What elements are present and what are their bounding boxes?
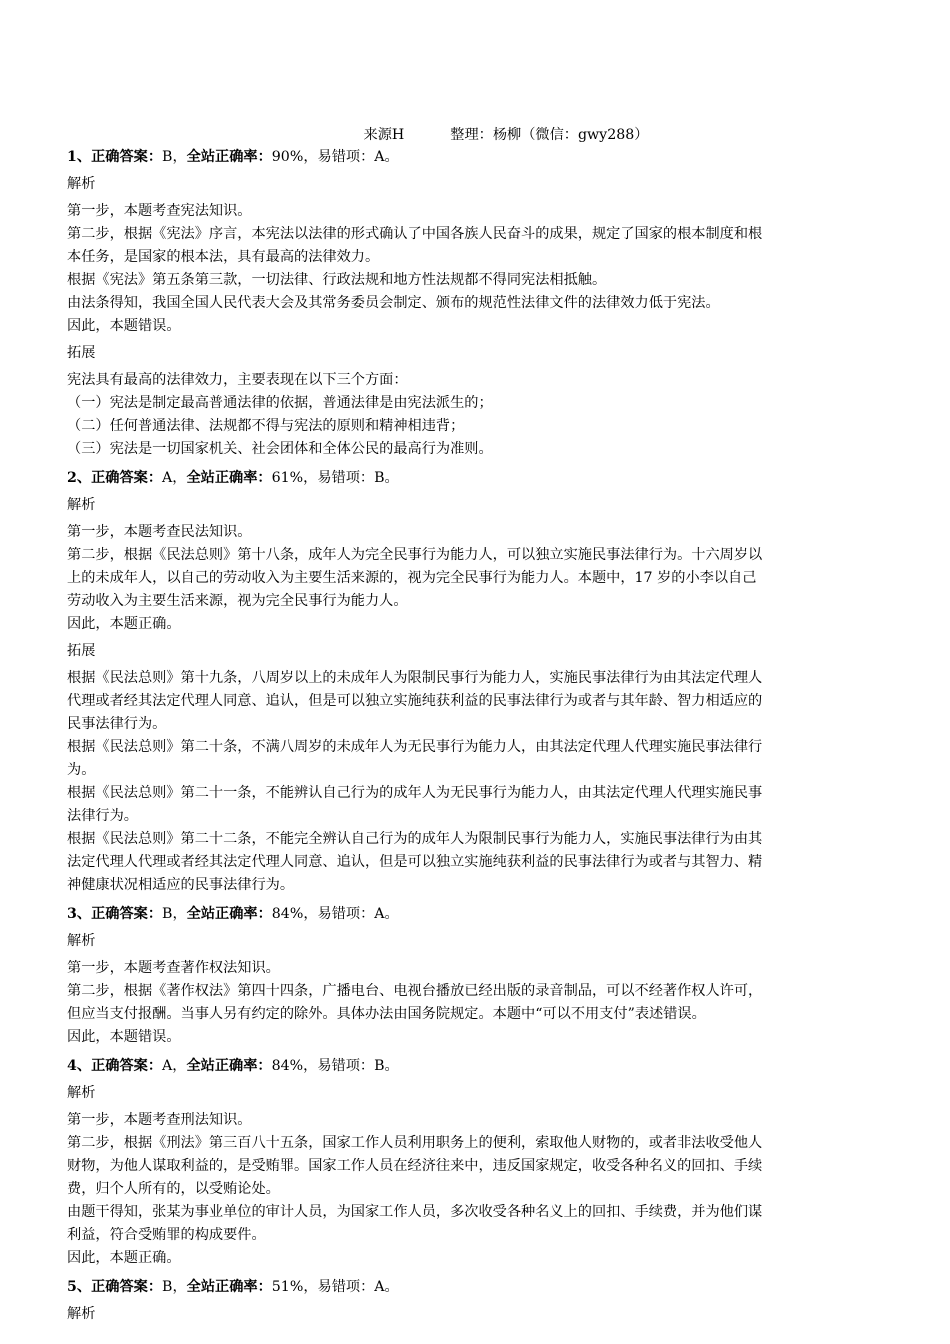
wrong-label: 易错项： [317, 906, 375, 922]
question-number: 2、 [67, 470, 92, 486]
extension-line: （三）宪法是一切国家机关、社会团体和全体公民的最高行为准则。 [67, 441, 493, 457]
answer-value: B， [162, 1279, 187, 1295]
answer-label: 正确答案： [91, 906, 163, 922]
analysis-line: 费，归个人所有的，以受贿论处。 [67, 1181, 280, 1197]
wrong-value: A。 [374, 906, 399, 922]
rate-value: 51%， [271, 1279, 318, 1295]
analysis-line: 因此，本题正确。 [67, 1250, 181, 1266]
wrong-label: 易错项： [317, 470, 375, 486]
wrong-value: B。 [374, 1058, 399, 1074]
rate-value: 84%， [271, 1058, 318, 1074]
analysis-line: 第一步，本题考查刑法知识。 [67, 1112, 252, 1128]
answer-value: A， [162, 1058, 187, 1074]
question-block [67, 1276, 885, 1326]
answer-label: 正确答案： [91, 470, 163, 486]
answer-value: B， [162, 149, 187, 165]
analysis-line: 第一步，本题考查民法知识。 [67, 524, 252, 540]
rate-label: 全站正确率： [186, 1279, 272, 1295]
question-header [67, 1055, 885, 1078]
extension-line: 法定代理人代理或者经其法定代理人同意、追认，但是可以独立实施纯获利益的民事法律行为或者与其智力、精 [67, 854, 763, 870]
answer-value: B， [162, 906, 187, 922]
analysis-line: 第二步，根据《民法总则》第十八条，成年人为完全民事行为能力人，可以独立实施民事法律行为。十六周岁以 [67, 547, 763, 563]
analysis-line: 由法条得知，我国全国人民代表大会及其常务委员会制定、颁布的规范性法律文件的法律效力低于宪法。 [67, 295, 720, 311]
analysis-line: 第一步，本题考查著作权法知识。 [67, 960, 280, 976]
extension-line: 宪法具有最高的法律效力，主要表现在以下三个方面： [67, 372, 408, 388]
analysis-line: 但应当支付报酬。当事人另有约定的除外。具体办法由国务院规定。本题中“可以不用支付”表述错误。 [67, 1006, 706, 1022]
extension-line: 根据《民法总则》第二十二条，不能完全辨认自己行为的成年人为限制民事行为能力人，实施民事法律行为由其 [67, 831, 763, 847]
analysis-line: 上的未成年人，以自己的劳动收入为主要生活来源的，视为完全民事行为能力人。本题中，17 岁的小李以自己 [67, 570, 757, 586]
extension-line: 代理或者经其法定代理人同意、追认，但是可以独立实施纯获利益的民事法律行为或者与其年龄、智力相适应的 [67, 693, 763, 709]
question-header [67, 146, 885, 169]
answer-value: A， [162, 470, 187, 486]
extension-line: 根据《民法总则》第二十一条，不能辨认自己行为的成年人为无民事行为能力人，由其法定代理人代理实施民事 [67, 785, 763, 801]
analysis-label: 解析 [67, 933, 96, 949]
analysis-label: 解析 [67, 497, 96, 513]
analysis-line: 因此，本题错误。 [67, 318, 181, 334]
analysis-label: 解析 [67, 1085, 96, 1101]
analysis-line: 本任务，是国家的根本法，具有最高的法律效力。 [67, 249, 380, 265]
extension-line: （一）宪法是制定最高普通法律的依据，普通法律是由宪法派生的； [67, 395, 493, 411]
analysis-line: 利益，符合受贿罪的构成要件。 [67, 1227, 266, 1243]
question-header [67, 467, 885, 490]
organizer-text: 整理：杨柳（微信：gwy288） [450, 127, 649, 143]
answer-label: 正确答案： [91, 1279, 163, 1295]
analysis-line: 根据《宪法》第五条第三款，一切法律、行政法规和地方性法规都不得同宪法相抵触。 [67, 272, 607, 288]
extension-line: 法律行为。 [67, 808, 138, 824]
question-block [67, 903, 885, 1049]
analysis-line: 第一步，本题考查宪法知识。 [67, 203, 252, 219]
analysis-line: 因此，本题错误。 [67, 1029, 181, 1045]
analysis-line: 因此，本题正确。 [67, 616, 181, 632]
question-header [67, 1276, 885, 1299]
answer-label: 正确答案： [91, 149, 163, 165]
extension-line: 神健康状况相适应的民事法律行为。 [67, 877, 295, 893]
analysis-line: 由题干得知，张某为事业单位的审计人员，为国家工作人员，多次收受各种名义上的回扣、手续费，并为他们谋 [67, 1204, 763, 1220]
question-header [67, 903, 885, 926]
wrong-value: B。 [374, 470, 399, 486]
page-header [67, 124, 885, 146]
rate-label: 全站正确率： [186, 149, 272, 165]
rate-label: 全站正确率： [186, 470, 272, 486]
question-number: 3、 [67, 906, 92, 922]
rate-value: 90%， [271, 149, 318, 165]
source-text: 来源H [363, 127, 405, 143]
rate-value: 84%， [271, 906, 318, 922]
extension-label: 拓展 [67, 643, 96, 659]
extension-line: 为。 [67, 762, 96, 778]
analysis-label: 解析 [67, 176, 96, 192]
answer-label: 正确答案： [91, 1058, 163, 1074]
analysis-line: 财物，为他人谋取利益的，是受贿罪。国家工作人员在经济往来中，违反国家规定，收受各种名义的回扣、手续 [67, 1158, 763, 1174]
wrong-value: A。 [374, 149, 399, 165]
analysis-line: 第二步，根据《著作权法》第四十四条，广播电台、电视台播放已经出版的录音制品，可以不经著作权人许可， [67, 983, 763, 999]
question-block [67, 1055, 885, 1270]
rate-value: 61%， [271, 470, 318, 486]
question-number: 1、 [67, 149, 92, 165]
analysis-label: 解析 [67, 1306, 96, 1322]
document-body [67, 124, 885, 1330]
analysis-line: 第二步，根据《刑法》第三百八十五条，国家工作人员利用职务上的便利，索取他人财物的，或者非法收受他人 [67, 1135, 763, 1151]
rate-label: 全站正确率： [186, 906, 272, 922]
wrong-label: 易错项： [317, 1279, 375, 1295]
extension-line: （二）任何普通法律、法规都不得与宪法的原则和精神相违背； [67, 418, 465, 434]
extension-line: 民事法律行为。 [67, 716, 167, 732]
question-block [67, 146, 885, 461]
wrong-label: 易错项： [317, 1058, 375, 1074]
question-block [67, 467, 885, 897]
analysis-line: 劳动收入为主要生活来源，视为完全民事行为能力人。 [67, 593, 408, 609]
rate-label: 全站正确率： [186, 1058, 272, 1074]
extension-line: 根据《民法总则》第十九条，八周岁以上的未成年人为限制民事行为能力人，实施民事法律行为由其法定代理人 [67, 670, 763, 686]
wrong-label: 易错项： [317, 149, 375, 165]
question-number: 5、 [67, 1279, 92, 1295]
question-list [67, 146, 885, 1326]
question-number: 4、 [67, 1058, 92, 1074]
wrong-value: A。 [374, 1279, 399, 1295]
analysis-line: 第二步，根据《宪法》序言，本宪法以法律的形式确认了中国各族人民奋斗的成果，规定了国家的根本制度和根 [67, 226, 763, 242]
extension-line: 根据《民法总则》第二十条，不满八周岁的未成年人为无民事行为能力人，由其法定代理人代理实施民事法律行 [67, 739, 763, 755]
extension-label: 拓展 [67, 345, 96, 361]
